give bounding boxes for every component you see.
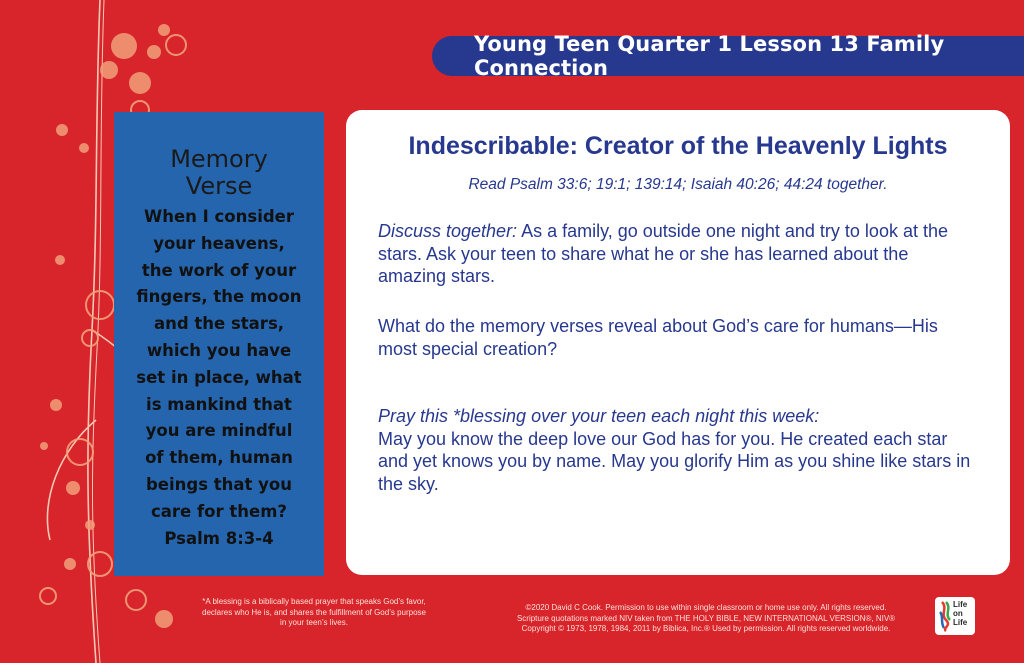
prayer-paragraph — [378, 405, 978, 495]
logo-mark-icon — [938, 600, 954, 632]
copyright-line-2: Scripture quotations marked NIV taken from THE HOLY BIBLE, NEW INTERNATIONAL VERSION®, NIV® — [516, 613, 896, 623]
prayer-text: May you know the deep love our God has for you. He created each star and yet knows you by name. May you glorify Him as you shine like stars in the sky. — [378, 428, 971, 494]
lesson-card — [346, 110, 1010, 575]
card-title: Indescribable: Creator of the Heavenly Lights — [408, 132, 948, 160]
memory-verse-reference: Psalm 8:3-4 — [164, 528, 274, 548]
copyright-notice — [436, 603, 976, 635]
discuss-label: Discuss together: — [378, 221, 518, 241]
logo-text: Life on Life — [953, 600, 968, 627]
lesson-banner — [432, 32, 1024, 80]
memory-verse-panel — [114, 112, 324, 576]
life-on-life-logo — [935, 597, 975, 635]
blessing-footnote: *A blessing is a biblically based prayer that speaks God’s favor, declares who He is, and shares the fulfillment of God’s purpose in your teen’s lives. — [202, 597, 426, 627]
question-paragraph: What do the memory verses reveal about God’s care for humans—His most special creation? — [378, 316, 938, 359]
copyright-line-1: ©2020 David C Cook. Permission to use within single classroom or home use only. All rights reserved. — [525, 603, 887, 612]
memory-verse-title: Memory Verse — [170, 145, 268, 200]
scripture-reading: Read Psalm 33:6; 19:1; 139:14; Isaiah 40:26; 44:24 together. — [468, 176, 888, 193]
banner-text: Young Teen Quarter 1 Lesson 13 Family Connection — [474, 32, 945, 80]
discuss-paragraph — [378, 220, 978, 288]
discuss-text: As a family, go outside one night and try to look at the stars. Ask your teen to share what he or she has learned about the amazing stars. — [378, 221, 948, 286]
copyright-line-3: Copyright © 1973, 1978, 1984, 2011 by Biblica, Inc.® Used by permission. All rights reserved worldwide. — [521, 624, 891, 633]
memory-verse-text: When I consider your heavens, the work of your fingers, the moon and the stars, which you have set in place, what is mankind that you are mindful of them, human beings that you care for them? — [136, 207, 302, 521]
prayer-label: Pray this *blessing over your teen each night this week: — [378, 406, 820, 426]
